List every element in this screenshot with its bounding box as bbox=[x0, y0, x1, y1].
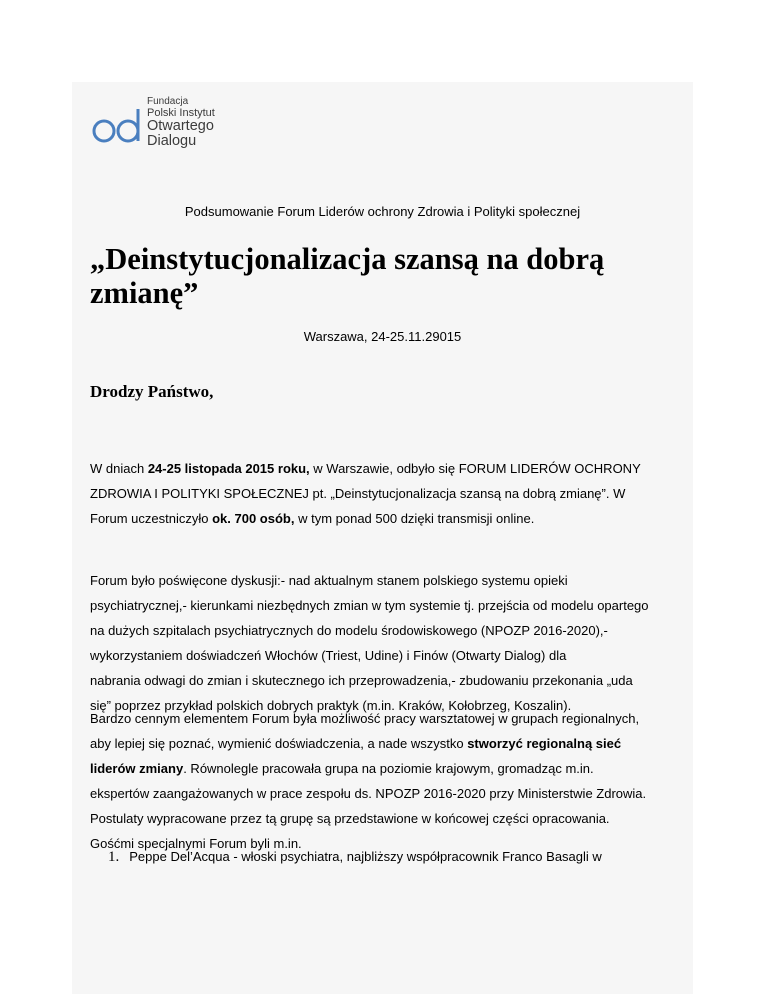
p3-bold-2: liderów zmiany bbox=[90, 761, 184, 776]
p1-text-3: ZDROWIA I POLITYKI SPOŁECZNEJ pt. „Deinstytucjonalizacja szansą na dobrą zmianę”. W bbox=[90, 486, 626, 501]
p2-line-2: psychiatrycznej,- kierunkami niezbędnych zmian w tym systemie tj. przejścia od modelu opartego bbox=[90, 598, 649, 613]
p3-line-1: Bardzo cennym elementem Forum była możliwość pracy warsztatowej w grupach regionalnych, bbox=[90, 711, 640, 726]
foundation-logo bbox=[92, 97, 252, 162]
p3-line-3: . Równolegle pracowała grupa na poziomie krajowym, gromadząc m.in. bbox=[183, 761, 594, 776]
p1-text-5: w tym ponad 500 dzięki transmisji online. bbox=[294, 511, 535, 526]
paragraph-1 bbox=[90, 456, 685, 531]
p1-bold-date: 24-25 listopada 2015 roku, bbox=[147, 461, 310, 476]
p2-line-1: Forum było poświęcone dyskusji:- nad aktualnym stanem polskiego systemu opieki bbox=[90, 573, 568, 588]
document-page bbox=[72, 82, 693, 994]
list-number: 1. bbox=[108, 849, 120, 865]
logo-line-1: Fundacja bbox=[147, 96, 189, 107]
p2-line-4: wykorzystaniem doświadczeń Włochów (Triest, Udine) i Finów (Otwarty Dialog) dla bbox=[90, 648, 567, 663]
p3-bold-1: stworzyć regionalną sieć bbox=[467, 736, 622, 751]
title-line-1: „Deinstytucjonalizacja szansą na dobrą bbox=[90, 242, 605, 276]
p1-text-2: w Warszawie, odbyło się FORUM LIDERÓW OCHRONY bbox=[309, 461, 641, 476]
paragraph-3 bbox=[90, 706, 685, 856]
title-line-2: zmianę” bbox=[90, 276, 199, 310]
p1-text-1: W dniach bbox=[90, 461, 148, 476]
p1-bold-count: ok. 700 osób, bbox=[212, 511, 295, 526]
p2-line-3: na dużych szpitalach psychiatrycznych do modelu środowiskowego (NPOZP 2016-2020),- bbox=[90, 623, 608, 638]
logo-text bbox=[147, 97, 215, 149]
list-text: Peppe Del’Acqua - włoski psychiatra, najbliższy współpracownik Franco Basagli w bbox=[129, 849, 602, 864]
p3-line-6: Gośćmi specjalnymi Forum byli m.in. bbox=[90, 836, 302, 851]
p1-text-4: Forum uczestniczyło bbox=[90, 511, 213, 526]
p3-line-2: aby lepiej się poznać, wymienić doświadczenia, a nade wszystko bbox=[90, 736, 468, 751]
p3-line-5: Postulaty wypracowane przez tą grupę są przedstawione w końcowej części opracowania. bbox=[90, 811, 610, 826]
logo-line-2: Polski Instytut bbox=[147, 106, 215, 119]
paragraph-2 bbox=[90, 568, 685, 718]
document-subtitle: Podsumowanie Forum Liderów ochrony Zdrowia i Polityki społecznej bbox=[184, 204, 581, 219]
list-item bbox=[108, 844, 688, 870]
od-logo-mark bbox=[92, 107, 146, 147]
document-date: Warszawa, 24-25.11.29015 bbox=[303, 329, 462, 344]
logo-line-3: Otwartego bbox=[147, 118, 214, 135]
logo-line-4: Dialogu bbox=[147, 133, 197, 150]
document-title bbox=[90, 242, 680, 310]
p3-line-4: ekspertów zaangażowanych w prace zespołu ds. NPOZP 2016-2020 przy Ministerstwie Zdrowia. bbox=[90, 786, 647, 801]
p2-line-6: się” poprzez przykład polskich dobrych praktyk (m.in. Kraków, Kołobrzeg, Koszalin). bbox=[90, 698, 572, 713]
greeting: Drodzy Państwo, bbox=[90, 382, 214, 401]
p2-line-5: nabrania odwagi do zmian i skutecznego ich przeprowadzenia,- zbudowaniu przekonania „uda bbox=[90, 673, 633, 688]
